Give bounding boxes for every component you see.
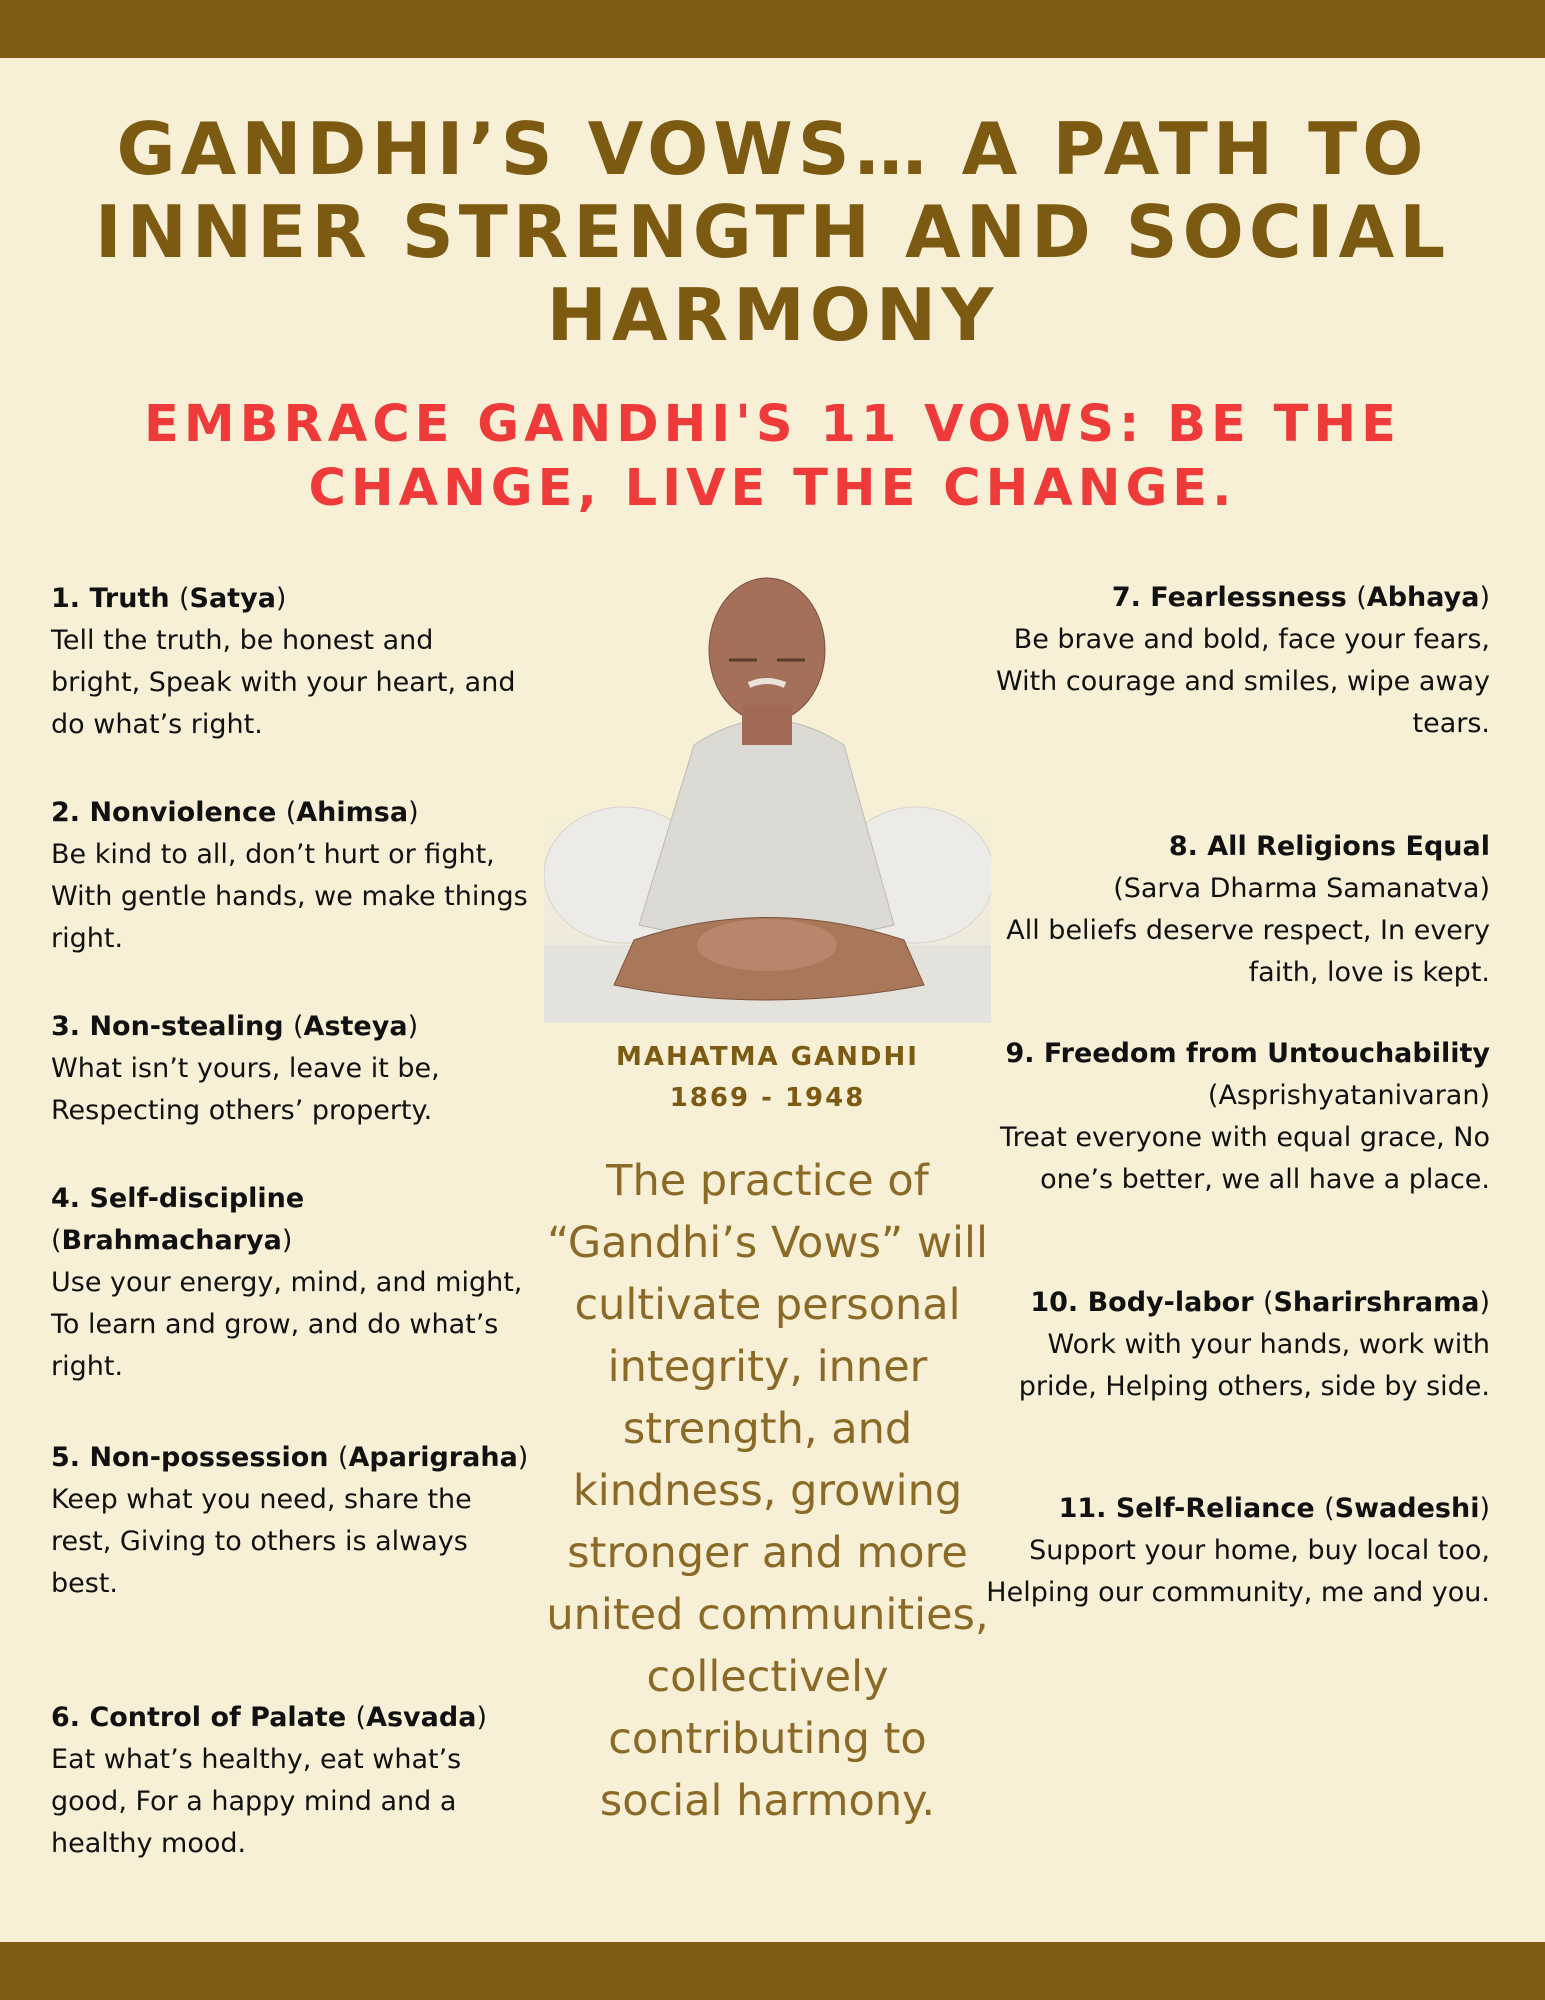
vow-text: Be kind to all, don’t hurt or fight, With gentle hands, we make things right. xyxy=(51,839,528,954)
vow-self-reliance: 11. Self-Reliance (Swadeshi) Support your home, buy local too, Helping our community, me and you. xyxy=(985,1488,1490,1614)
vow-text: Work with your hands, work with pride, Helping others, side by side. xyxy=(1018,1329,1490,1402)
gandhi-portrait xyxy=(544,545,991,1023)
vow-text: Keep what you need, share the rest, Giving to others is always best. xyxy=(51,1484,472,1599)
vow-sanskrit: Asprishyatanivaran xyxy=(1218,1080,1480,1111)
vow-text: Eat what’s healthy, eat what’s good, For a happy mind and a healthy mood. xyxy=(51,1744,462,1859)
vow-sanskrit: Sharirshrama xyxy=(1273,1287,1480,1318)
page-subtitle: EMBRACE GANDHI'S 11 VOWS: BE THE CHANGE, LIVE THE CHANGE. xyxy=(144,395,1401,518)
caption-years: 1869 - 1948 xyxy=(669,1083,866,1113)
vow-body-labor: 10. Body-labor (Sharirshrama) Work with your hands, work with pride, Helping others, side by side. xyxy=(985,1282,1490,1408)
vow-truth: 1. Truth (Satya) Tell the truth, be honest and bright, Speak with your heart, and do what’s right. xyxy=(51,578,531,746)
vow-sanskrit: Abhaya xyxy=(1366,582,1480,613)
vow-sanskrit: Aparigraha xyxy=(348,1442,518,1473)
vow-title: 8. All Religions Equal xyxy=(1168,831,1490,862)
vow-text: Be brave and bold, face your fears, With courage and smiles, wipe away tears. xyxy=(995,624,1490,739)
vow-all-religions-equal xyxy=(985,826,1490,994)
vow-sanskrit: Asvada xyxy=(366,1702,477,1733)
vow-title: 10. Body-labor xyxy=(1030,1287,1254,1318)
vow-title: 7. Fearlessness xyxy=(1111,582,1347,613)
vow-freedom-from-untouchability xyxy=(985,1033,1490,1201)
vow-title: 2. Nonviolence xyxy=(51,797,277,828)
portrait-caption xyxy=(544,1037,991,1119)
vow-title: 11. Self-Reliance xyxy=(1058,1493,1315,1524)
caption-name: MAHATMA GANDHI xyxy=(616,1042,919,1072)
vow-sanskrit: Asteya xyxy=(303,1011,408,1042)
vow-sanskrit: Ahimsa xyxy=(296,797,409,828)
vow-sanskrit: Sarva Dharma Samanatva xyxy=(1123,873,1480,904)
gandhi-portrait-illustration xyxy=(544,545,991,1023)
vow-sanskrit: Swadeshi xyxy=(1334,1493,1480,1524)
vow-title: 4. Self-discipline xyxy=(51,1183,305,1214)
vow-text: Support your home, buy local too, Helping our community, me and you. xyxy=(986,1535,1490,1608)
vow-fearlessness: 7. Fearlessness (Abhaya) Be brave and bold, face your fears, With courage and smiles, wipe away tears. xyxy=(985,577,1490,745)
vow-title: 9. Freedom from Untouchability xyxy=(1005,1038,1490,1069)
vow-nonviolence: 2. Nonviolence (Ahimsa) Be kind to all, don’t hurt or fight, With gentle hands, we make things right. xyxy=(51,792,531,960)
practice-statement: The practice of “Gandhi’s Vows” will cultivate personal integrity, inner strength, and kindness, growing stronger and more united communities, collectively contributing to social harmony. xyxy=(546,1156,989,1826)
vow-title: 1. Truth xyxy=(51,583,170,614)
vow-sanskrit-line: (Sarva Dharma Samanatva) xyxy=(1113,873,1490,904)
vow-self-discipline: 4. Self-discipline (Brahmacharya) Use your energy, mind, and might, To learn and grow, and do what’s right. xyxy=(51,1178,531,1388)
vow-title: 3. Non-stealing xyxy=(51,1011,284,1042)
vow-text: All beliefs deserve respect, In every faith, love is kept. xyxy=(1006,915,1490,988)
bottom-band xyxy=(0,1942,1545,2000)
vow-title: 5. Non-possession xyxy=(51,1442,329,1473)
vow-title: 6. Control of Palate xyxy=(51,1702,347,1733)
vow-text: Use your energy, mind, and might, To learn and grow, and do what’s right. xyxy=(51,1267,523,1382)
vow-non-possession: 5. Non-possession (Aparigraha) Keep what you need, share the rest, Giving to others is always best. xyxy=(51,1437,531,1605)
vow-text: What isn’t yours, leave it be, Respecting others’ property. xyxy=(51,1053,440,1126)
top-band xyxy=(0,0,1545,58)
vow-non-stealing: 3. Non-stealing (Asteya) What isn’t yours, leave it be, Respecting others’ property. xyxy=(51,1006,531,1132)
vow-sanskrit: Brahmacharya xyxy=(61,1225,282,1256)
vow-sanskrit: Satya xyxy=(189,583,276,614)
vow-text: Tell the truth, be honest and bright, Speak with your heart, and do what’s right. xyxy=(51,625,516,740)
vow-text: Treat everyone with equal grace, No one’s better, we all have a place. xyxy=(1000,1122,1490,1195)
page-title: GANDHI’S VOWS… A PATH TO INNER STRENGTH AND SOCIAL HARMONY xyxy=(94,107,1451,357)
vow-control-of-palate: 6. Control of Palate (Asvada) Eat what’s healthy, eat what’s good, For a happy mind and a healthy mood. xyxy=(51,1697,531,1865)
vow-sanskrit-line: (Asprishyatanivaran) xyxy=(1207,1080,1490,1111)
